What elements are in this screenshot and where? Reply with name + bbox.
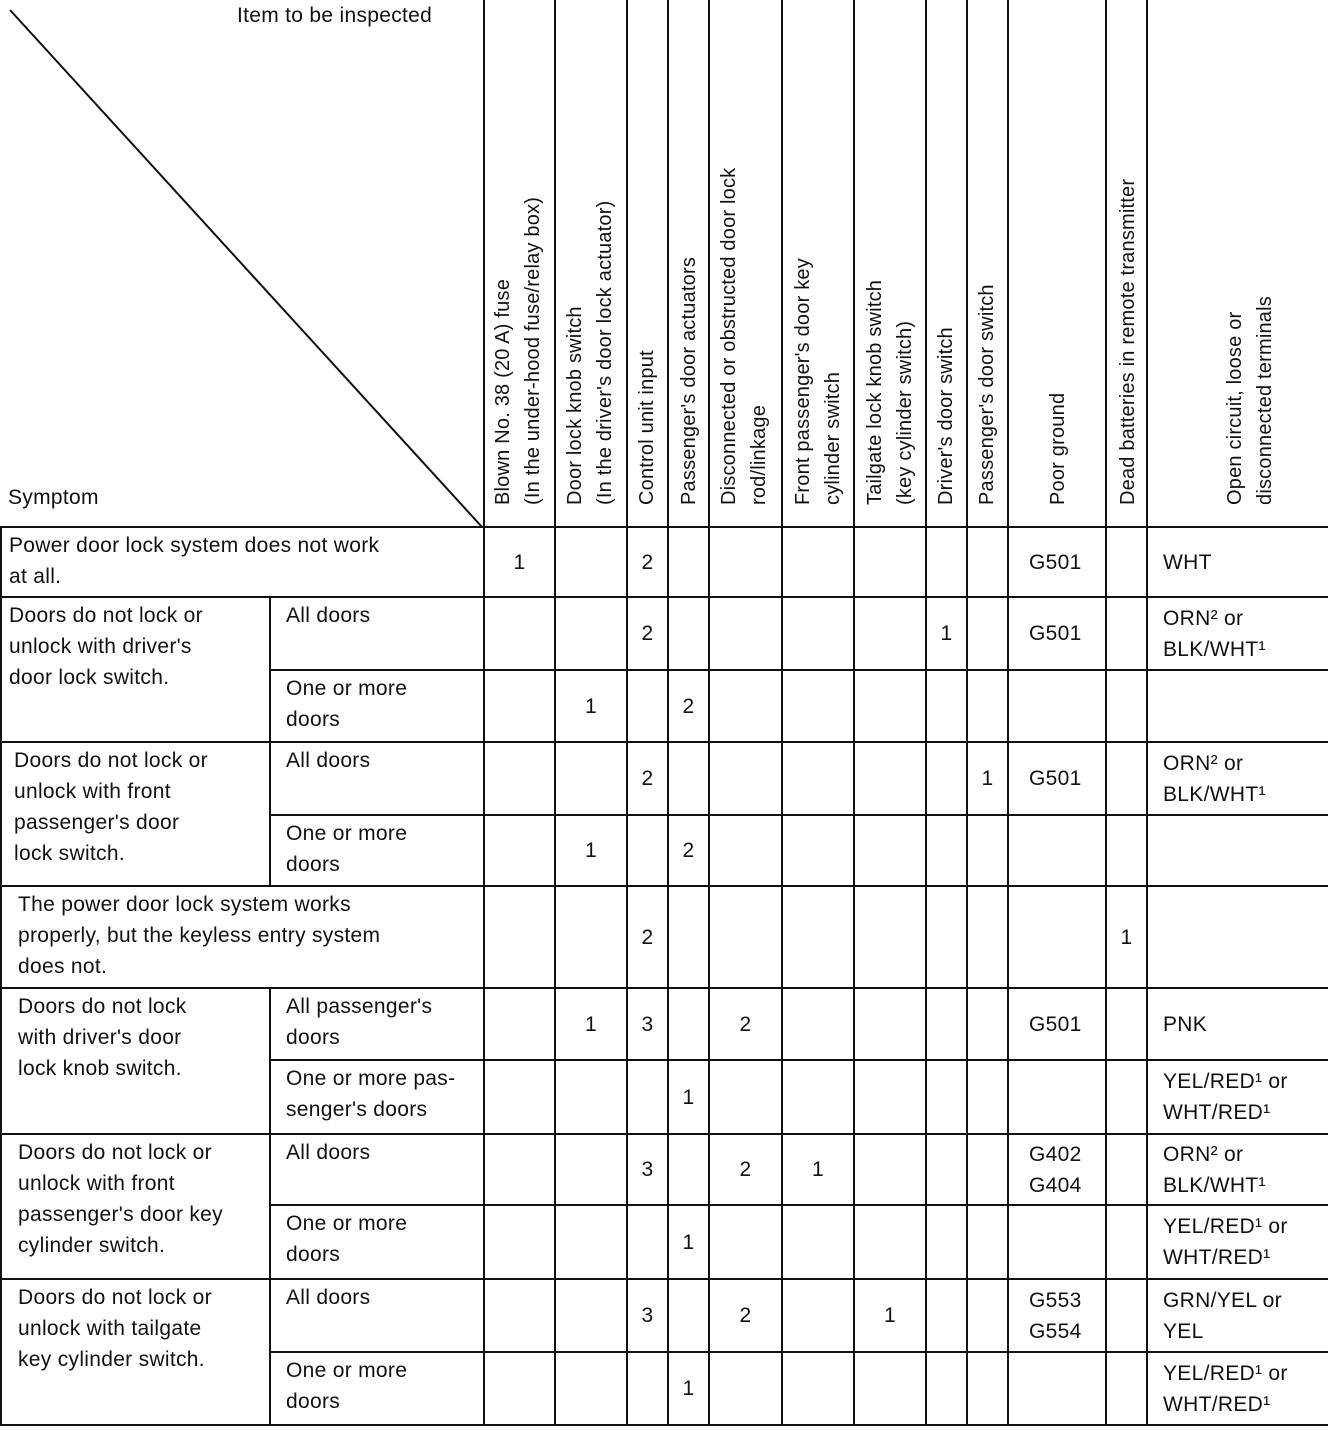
wire-color-text: WHT [1163,551,1212,574]
sub-condition-text: All doors [286,749,371,772]
priority-number: 1 [585,695,597,718]
symptom-text: Doors do not lock or unlock with tailgate key cylinder switch. [18,1286,212,1371]
priority-number: 3 [641,1304,654,1327]
sub-condition-text: One or more pas- senger's doors [286,1067,456,1121]
symptom-text: The power door lock system works properly, but the keyless entry system does not. [18,893,381,978]
priority-number: 1 [513,551,526,574]
priority-number: 2 [641,926,654,949]
col-header-poor-ground: Poor ground [1047,392,1069,505]
priority-number: 3 [641,1158,654,1181]
col-header-open-circuit: Open circuit, loose or disconnected terminals [1224,296,1276,505]
ground-location: G553 G554 [1029,1289,1082,1343]
sub-condition-text: One or more doors [286,677,408,731]
sub-condition-text: All doors [286,1141,371,1164]
priority-number: 1 [682,1086,695,1109]
priority-number: 2 [682,839,695,862]
col-header-front-passenger-key-switch: Front passenger's door key cylinder switch [792,258,844,505]
item-to-be-inspected-label: Item to be inspected [237,4,433,27]
sub-condition-text: One or more doors [286,1212,408,1266]
symptom-text: Doors do not lock or unlock with driver's door lock switch. [9,604,203,689]
symptom-text: Power door lock system does not work at all. [9,534,380,588]
wire-color-text: YEL/RED¹ or WHT/RED¹ [1163,1362,1288,1416]
priority-number: 1 [682,1231,695,1254]
wire-color-text: GRN/YEL or YEL [1163,1289,1282,1343]
priority-number: 2 [641,551,654,574]
ground-location: G501 [1029,622,1082,645]
col-header-passenger-door-actuators: Passenger's door actuators [678,256,700,505]
symptom-label: Symptom [8,486,99,509]
priority-number: 2 [739,1013,752,1036]
col-header-dead-batteries: Dead batteries in remote transmitter [1117,178,1139,505]
priority-number: 1 [884,1304,896,1327]
sub-condition-text: All passenger's doors [286,995,433,1049]
priority-number: 1 [682,1377,695,1400]
priority-number: 1 [585,839,597,862]
priority-number: 1 [585,1013,597,1036]
col-header-door-lock-knob-switch: Door lock knob switch (In the driver's door lock actuator) [564,200,616,505]
wire-color-text: ORN² or BLK/WHT¹ [1163,607,1266,661]
wire-color-text: YEL/RED¹ or WHT/RED¹ [1163,1215,1288,1269]
ground-location: G402 G404 [1029,1143,1082,1197]
priority-number: 2 [641,767,654,790]
sub-condition-text: One or more doors [286,1359,408,1413]
wire-color-text: ORN² or BLK/WHT¹ [1163,752,1266,806]
header-diagonal [10,10,482,527]
priority-number: 2 [739,1304,752,1327]
col-header-control-unit-input: Control unit input [636,350,658,505]
symptom-text: Doors do not lock with driver's door lock knob switch. [18,995,187,1080]
sub-condition-text: All doors [286,604,371,627]
priority-number: 1 [981,767,994,790]
symptom-text: Doors do not lock or unlock with front passenger's door key cylinder switch. [18,1141,223,1257]
col-header-door-lock-rod: Disconnected or obstructed door lock rod/linkage [718,167,770,505]
wire-color-text: PNK [1163,1013,1208,1036]
col-header-drivers-door-switch: Driver's door switch [935,327,957,505]
priority-number: 2 [641,622,654,645]
col-header-passengers-door-switch: Passenger's door switch [976,284,998,505]
wire-color-text: YEL/RED¹ or WHT/RED¹ [1163,1070,1288,1124]
sub-condition-text: One or more doors [286,822,408,876]
ground-location: G501 [1029,1013,1082,1036]
symptom-text: Doors do not lock or unlock with front passenger's door lock switch. [14,749,208,865]
sub-condition-text: All doors [286,1286,371,1309]
priority-number: 2 [682,695,695,718]
col-header-tailgate-switch: Tailgate lock knob switch (key cylinder switch) [864,279,916,505]
priority-number: 1 [1120,926,1133,949]
ground-location: G501 [1029,551,1082,574]
priority-number: 3 [641,1013,654,1036]
wire-color-text: ORN² or BLK/WHT¹ [1163,1143,1266,1197]
col-header-fuse: Blown No. 38 (20 A) fuse (In the under-hood fuse/relay box) [492,196,544,505]
priority-number: 1 [940,622,953,645]
priority-number: 1 [812,1158,824,1181]
ground-location: G501 [1029,767,1082,790]
priority-number: 2 [739,1158,752,1181]
